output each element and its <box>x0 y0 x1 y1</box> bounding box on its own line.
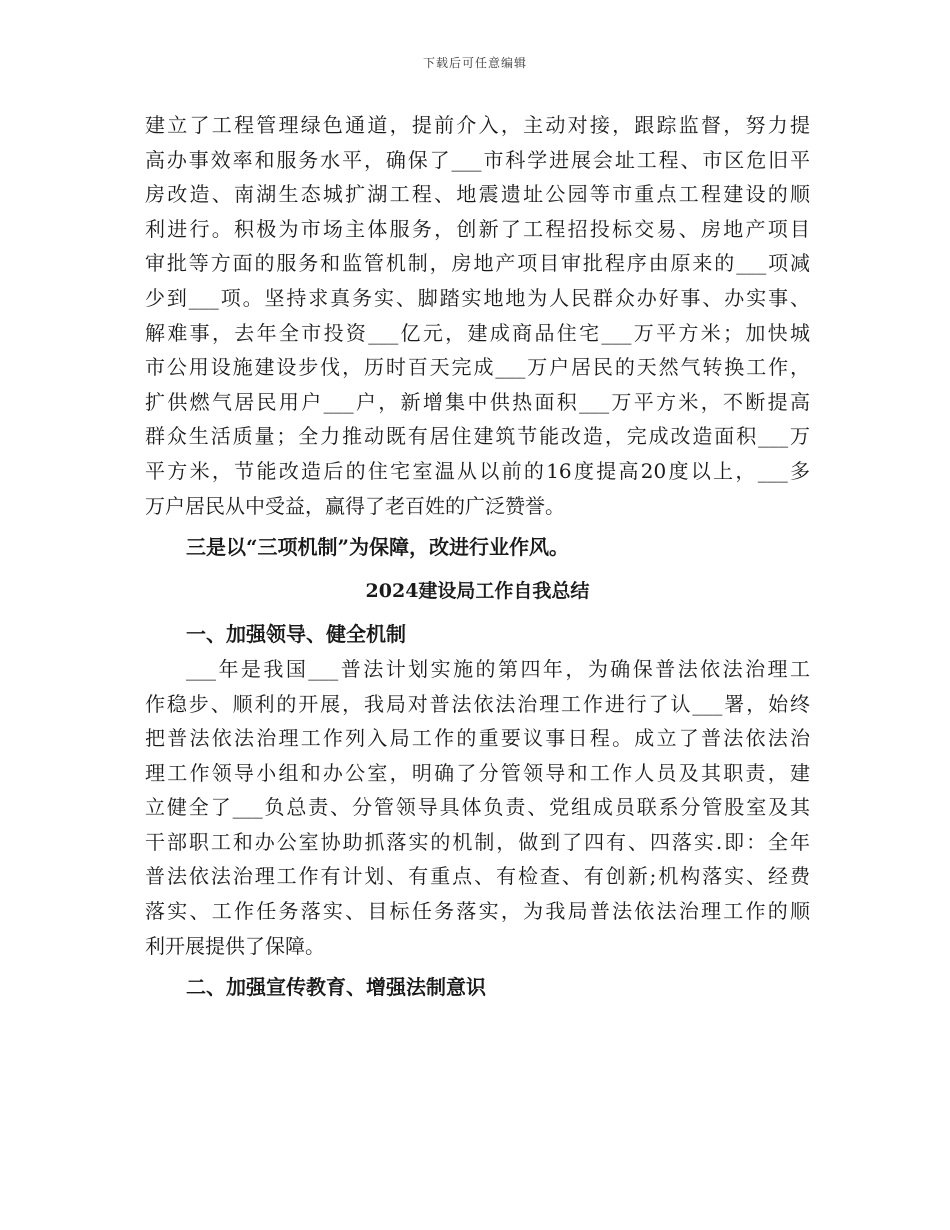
paragraph-line: 普法依法治理工作有计划、有重点、有检查、有创新;机构落实、经费 <box>145 864 810 889</box>
paragraph-line: 群众生活质量；全力推动既有居住建筑节能改造，完成改造面积___万 <box>145 424 810 449</box>
paragraph-line: 干部职工和办公室协助抓落实的机制，做到了四有、四落实.即：全年 <box>145 829 810 854</box>
paragraph-line: 平方米，节能改造后的住宅室温从以前的16度提高20度以上，___多 <box>145 458 810 483</box>
paragraph-line: 把普法依法治理工作列入局工作的重要议事日程。成立了普法依法治 <box>145 726 810 751</box>
paragraph-line: 利进行。积极为市场主体服务，创新了工程招投标交易、房地产项目 <box>145 216 810 241</box>
paragraph-line: 建立了工程管理绿色通道，提前介入，主动对接，跟踪监督，努力提 <box>145 113 810 137</box>
paragraph-line: 高办事效率和服务水平，确保了___市科学进展会址工程、市区危旧平 <box>145 147 810 172</box>
point-three-heading: 三是以“三项机制”为保障，改进行业作风。 <box>186 535 570 560</box>
paragraph-line: 房改造、南湖生态城扩湖工程、地震遗址公园等市重点工程建设的顺 <box>145 182 810 207</box>
section-1-heading: 一、加强领导、健全机制 <box>186 622 406 647</box>
paragraph-line: 作稳步、顺利的开展，我局对普法依法治理工作进行了认___署，始终 <box>145 691 810 716</box>
paragraph-line: 立健全了___负总责、分管领导具体负责、党组成员联系分管股室及其 <box>145 795 810 820</box>
paragraph-line: 理工作领导小组和办公室，明确了分管领导和工作人员及其职责，建 <box>145 760 810 785</box>
paragraph-line: 万户居民从中受益，赢得了老百姓的广泛赞誉。 <box>145 493 565 518</box>
paragraph-line: 利开展提供了保障。 <box>145 933 325 958</box>
paragraph-line: 审批等方面的服务和监管机制，房地产项目审批程序由原来的___项减 <box>145 251 810 276</box>
paragraph-line: ___年是我国___普法计划实施的第四年，为确保普法依法治理工 <box>186 656 810 681</box>
section-2-heading: 二、加强宣传教育、增强法制意识 <box>186 975 486 1000</box>
document-body <box>145 108 810 1005</box>
paragraph-1 <box>145 108 810 523</box>
paragraph-line: 扩供燃气居民用户___户，新增集中供热面积___万平方米，不断提高 <box>145 389 810 414</box>
paragraph-line: 解难事，去年全市投资___亿元，建成商品住宅___万平方米；加快城 <box>145 320 810 345</box>
paragraph-line: 落实、工作任务落实、目标任务落实，为我局普法依法治理工作的顺 <box>145 899 810 924</box>
section-1-paragraph <box>145 652 810 963</box>
paragraph-line: 市公用设施建设步伐，历时百天完成___万户居民的天然气转换工作， <box>145 355 810 380</box>
paragraph-line: 少到___项。坚持求真务实、脚踏实地地为人民群众办好事、办实事、 <box>145 285 810 310</box>
document-title: 2024建设局工作自我总结 <box>365 579 590 602</box>
page-header: 下载后可任意编辑 <box>422 56 527 70</box>
